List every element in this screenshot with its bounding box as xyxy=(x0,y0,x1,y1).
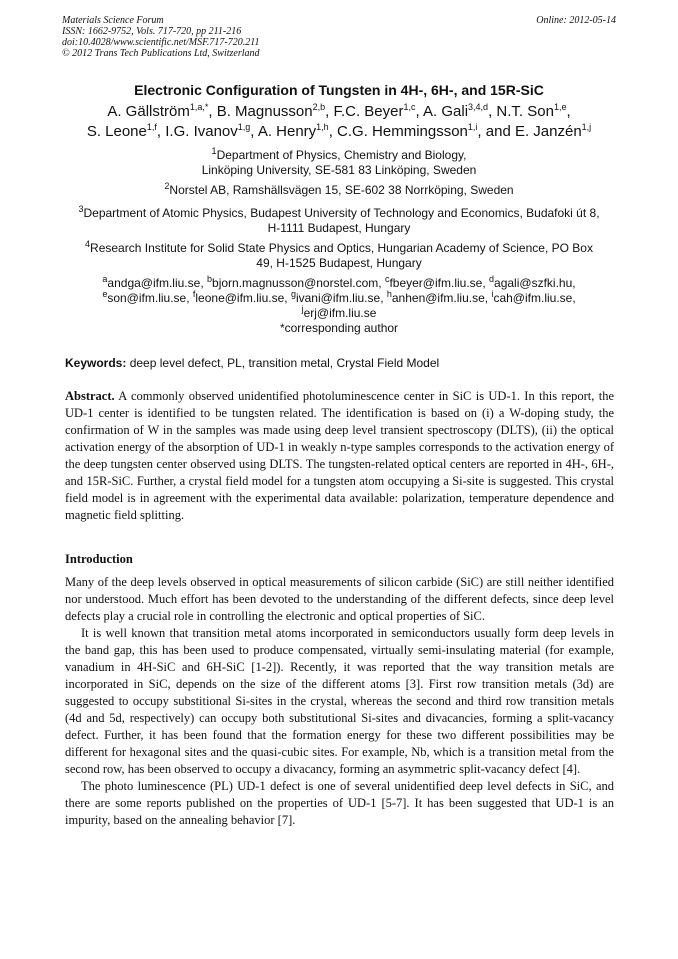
corresponding-note: *corresponding author xyxy=(279,321,399,335)
doi-line[interactable]: doi:10.4028/www.scientific.net/MSF.717-720.211 xyxy=(62,37,260,48)
paper-title: Electronic Configuration of Tungsten in 4H-, 6H-, and 15R-SiC xyxy=(134,82,544,98)
affiliation-1: $^1$Department of Physics, Chemistry and Biology, Linköping University, SE-581 83 Linköping, Sweden xyxy=(201,146,477,177)
email-link[interactable]: ivani@ifm.liu.se xyxy=(295,291,381,305)
author: C.G. Hemmingsson$^{1,i}$ xyxy=(337,122,478,140)
author: A. Henry$^{1,h}$ xyxy=(257,122,329,140)
keywords-label: Keywords: xyxy=(65,356,127,370)
online-date: Online: 2012-05-14 xyxy=(536,15,616,26)
author: A. Gali$^{3,4,d}$ xyxy=(423,102,489,120)
keywords xyxy=(65,356,625,370)
email-link[interactable]: leone@ifm.liu.se xyxy=(195,291,285,305)
email-link[interactable]: cah@ifm.liu.se xyxy=(493,291,573,305)
author: A. Gällström$^{1,a,*}$ xyxy=(107,102,209,120)
affiliation-3: $^3$Department of Atomic Physics, Budapest University of Technology and Economics, Budafoki út 8, H-1111 Budapest, Hungary xyxy=(78,204,600,235)
author: S. Leone$^{1,f}$ xyxy=(86,122,157,140)
affiliation-2: $^2$Norstel AB, Ramshällsvägen 15, SE-602 38 Norrköping, Sweden xyxy=(164,181,514,197)
email-link[interactable]: fbeyer@ifm.liu.se xyxy=(389,276,483,290)
paragraph: The photo luminescence (PL) UD-1 defect is one of several unidentified deep level defects in SiC, and there are some reports published on the properties of UD-1 [5-7]. It has been suggested that UD-1 is an impurity, based on the annealing behavior [7]. xyxy=(65,779,614,827)
author: I.G. Ivanov$^{1,g}$ xyxy=(165,122,251,140)
affiliation-4: $^4$Research Institute for Solid State Physics and Optics, Hungarian Academy of Science, PO Box 49, H-1525 Budapest, Hungary xyxy=(85,239,593,270)
author: E. Janzén$^{1,j}$ xyxy=(514,122,592,140)
email-link[interactable]: bjorn.magnusson@norstel.com xyxy=(212,276,379,290)
journal-name: Materials Science Forum xyxy=(62,15,164,26)
author-line-1: A. Gällström$^{1,a,*}$, B. Magnusson$^{2,b}$, F.C. Beyer$^{1,c}$, A. Gali$^{3,4,d}$, N.T. Son$^{1,e}$, xyxy=(107,102,571,120)
author: N.T. Son$^{1,e}$ xyxy=(496,102,567,120)
section-heading-introduction: Introduction xyxy=(65,552,133,566)
email-list: $^a$andga@ifm.liu.se, $^b$bjorn.magnusson@norstel.com, $^c$fbeyer@ifm.liu.se, $^d$agali@szfki.hu, $^e$son@ifm.liu.se, $^f$leone@ifm.liu.se, $^g$ivani@ifm.liu.se, $^h$anhen@ifm.liu.se, $^i$cah@ifm.liu.se, $^j$erj@ifm.liu.se *corresponding author xyxy=(40,276,638,336)
paragraph: It is well known that transition metal atoms incorporated in semiconductors usually form deep levels in the band gap, this has been used to produce compensated, virtually semi-insulating material (for example, vanadium in 4H-SiC and 6H-SiC [1-2]). Recently, it was reported that the way transition metals are incorporated in SiC, depends on the size of the different atoms [3]. First row transition metals (3d) are suggested to occupy substitional Si-sites in the crystal, whereas the second and third row transition metals (4d and 5d, respectively) can occupy both substitutional Si-sites and divacancies, forming a split-vacancy defect. Further, it has been found that the formation energy for these two different possibilities may be different for hexagonal sites and the quasi-cubic sites. For example, Nb, which is a transition metal from the second row, has been observed to occupy a divacancy, forming an asymmetric split-vacancy defect [4]. xyxy=(65,626,614,776)
abstract-text: A commonly observed unidentified photoluminescence center in SiC is UD-1. In this report, the UD-1 center is identified to be tungsten related. The identification is based on (i) a W-doping study, the confirmation of W in the samples was made using deep level transient spectroscopy (DLTS), (ii) the optical activation energy of the absorption of UD-1 in weakly n-type samples corresponds to the activation energy of the deep tungsten center observed using DLTS. The tungsten-related optical centers are reported in 4H-, 6H-, and 15R-SiC. Further, a crystal field model for a tungsten atom occupying a Si-site is suggested. This crystal field model is in agreement with the experimental data available: polarization, temperature dependence and magnetic field splitting. xyxy=(65,389,614,522)
copyright-line: © 2012 Trans Tech Publications Ltd, Switzerland xyxy=(62,48,260,59)
abstract-label: Abstract. xyxy=(65,389,115,403)
author-line-2: S. Leone$^{1,f}$, I.G. Ivanov$^{1,g}$, A. Henry$^{1,h}$, C.G. Hemmingsson$^{1,i}$, and E. Janzén$^{1,j}$ xyxy=(86,122,592,140)
email-link[interactable]: agali@szfki.hu xyxy=(494,276,573,290)
author: F.C. Beyer$^{1,c}$ xyxy=(333,102,416,120)
abstract xyxy=(65,388,614,524)
keywords-text: deep level defect, PL, transition metal, Crystal Field Model xyxy=(126,356,440,370)
paragraph: Many of the deep levels observed in optical measurements of silicon carbide (SiC) are still neither identified nor understood. Much effort has been devoted to the understanding of the different defects, since deep level defects play a crucial role in controlling the electronic and optical properties of SiC. xyxy=(65,575,614,623)
email-link[interactable]: erj@ifm.liu.se xyxy=(303,306,377,320)
email-link[interactable]: son@ifm.liu.se xyxy=(107,291,187,305)
issn-line: ISSN: 1662-9752, Vols. 717-720, pp 211-216 xyxy=(62,26,242,37)
author-list xyxy=(40,102,638,142)
email-link[interactable]: anhen@ifm.liu.se xyxy=(391,291,485,305)
email-link[interactable]: andga@ifm.liu.se xyxy=(107,276,201,290)
author: B. Magnusson$^{2,b}$ xyxy=(216,102,326,120)
journal-header xyxy=(62,15,616,59)
introduction-body xyxy=(65,574,614,829)
